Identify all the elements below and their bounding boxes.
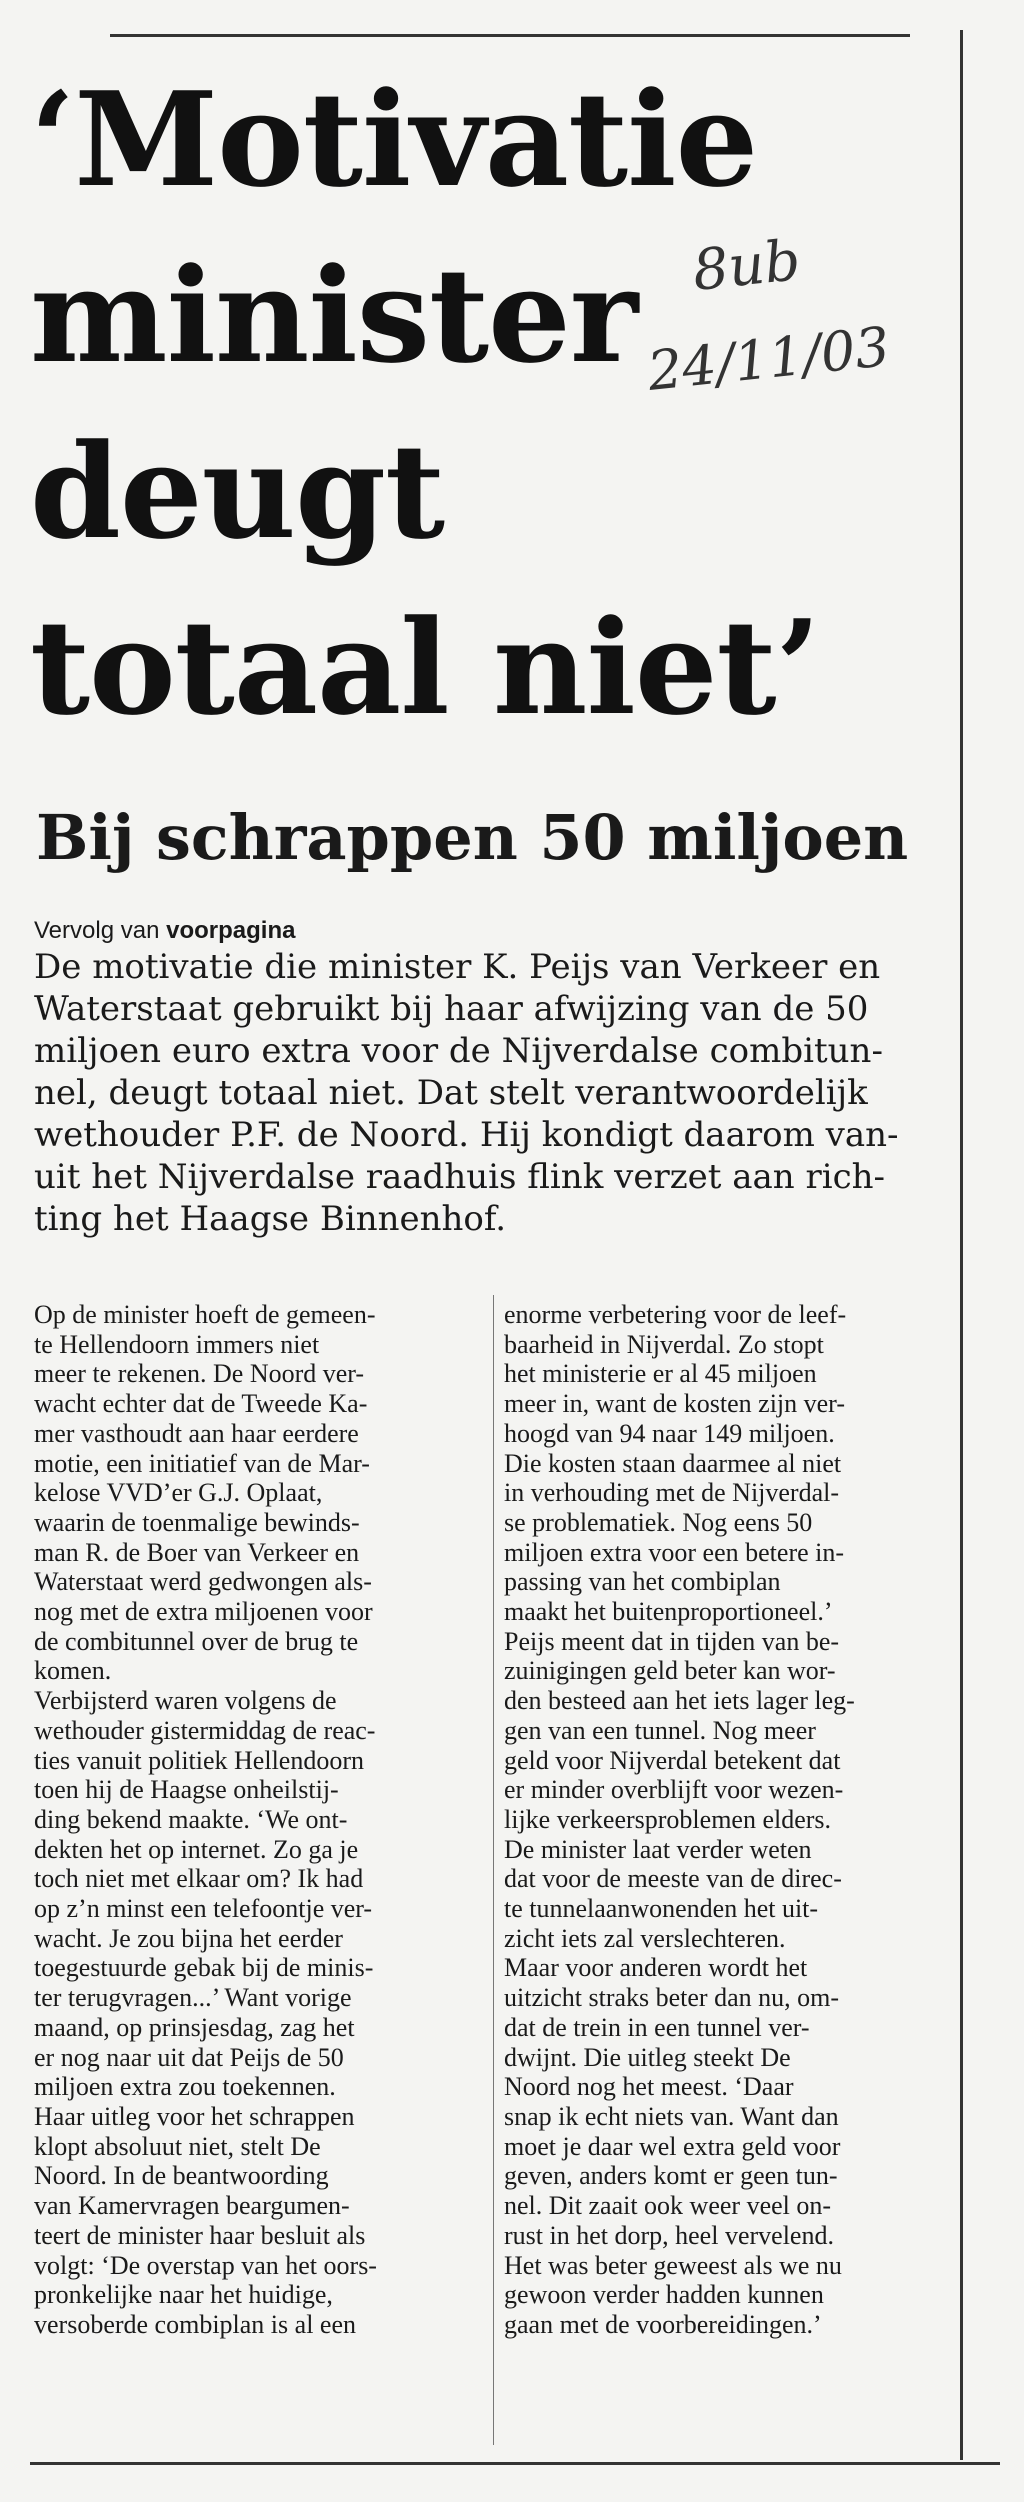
lead-line: nel, deugt totaal niet. Dat stelt verantwoordelijk	[34, 1073, 868, 1113]
body-line: gaan met de voorbereidingen.’	[504, 2309, 822, 2339]
body-line: in verhouding met de Nijverdal-	[504, 1478, 840, 1508]
body-line: miljoen extra voor een betere in-	[504, 1537, 845, 1567]
body-line: versoberde combiplan is al een	[34, 2309, 356, 2339]
body-line: volgt: ‘De overstap van het oors-	[34, 2250, 377, 2280]
handwritten-note-line2: 24/11/03	[644, 314, 893, 403]
top-rule	[110, 34, 910, 37]
body-line: waarin de toenmalige bewinds-	[34, 1507, 360, 1537]
body-line: moet je daar wel extra geld voor	[504, 2131, 841, 2161]
handwritten-note-line1: 8ub	[689, 228, 804, 304]
body-line: klopt absoluut niet, stelt De	[34, 2131, 321, 2161]
body-line: te tunnelaanwonenden het uit-	[504, 1894, 819, 1924]
body-line: Die kosten staan daarmee al niet	[504, 1448, 842, 1478]
body-line: se problematiek. Nog eens 50	[504, 1507, 813, 1537]
headline-line: ‘Motivatie	[30, 63, 758, 216]
body-line: maand, op prinsjesdag, zag het	[34, 2012, 355, 2042]
body-line: Noord. In de beantwoording	[34, 2161, 329, 2191]
continued-section: voorpagina	[166, 917, 296, 944]
continued-prefix: Vervolg van	[34, 917, 167, 944]
body-line: De minister laat verder weten	[504, 1834, 812, 1864]
body-line: zuinigingen geld beter kan wor-	[504, 1656, 836, 1686]
body-line: van Kamervragen beargumen-	[34, 2191, 350, 2221]
continued-from	[34, 916, 295, 946]
body-line: ter terugvragen...’ Want vorige	[34, 1983, 352, 2013]
subheadline: Bij schrappen 50 miljoen	[36, 801, 909, 874]
body-line: ding bekend maakte. ‘We ont-	[34, 1804, 348, 1834]
body-line: enorme verbetering voor de leef-	[504, 1300, 847, 1329]
headline-line: deugt	[30, 415, 445, 568]
body-line: rust in het dorp, heel vervelend.	[504, 2220, 834, 2250]
body-line: er nog naar uit dat Peijs de 50	[34, 2042, 344, 2072]
body-line: gewoon verder hadden kunnen	[504, 2280, 824, 2310]
lead-paragraph	[34, 946, 974, 1240]
body-line: teert de minister haar besluit als	[34, 2220, 366, 2250]
lead-line: De motivatie die minister K. Peijs van Verkeer en	[34, 947, 881, 987]
lead-line: uit het Nijverdalse raadhuis flink verzet aan rich-	[34, 1157, 885, 1197]
body-line: hoogd van 94 naar 149 miljoen.	[504, 1418, 835, 1448]
body-line: ties vanuit politiek Hellendoorn	[34, 1745, 364, 1775]
body-line: komen.	[34, 1656, 112, 1686]
headline-line: minister	[30, 239, 638, 392]
body-line: Het was beter geweest als we nu	[504, 2250, 842, 2280]
body-line: toen hij de Haagse onheilstij-	[34, 1775, 339, 1805]
headline-line: totaal niet’	[30, 591, 820, 744]
body-line: baarheid in Nijverdal. Zo stopt	[504, 1329, 824, 1359]
body-line: den besteed aan het iets lager leg-	[504, 1686, 855, 1716]
body-column-left	[34, 1300, 474, 2340]
handwritten-note	[640, 210, 940, 430]
body-line: toegestuurde gebak bij de minis-	[34, 1953, 374, 1983]
lead-line: ting het Haagse Binnenhof.	[34, 1199, 507, 1239]
body-line: er minder overblijft voor wezen-	[504, 1775, 844, 1805]
body-line: lijke verkeersproblemen elders.	[504, 1804, 832, 1834]
body-line: Peijs meent dat in tijden van be-	[504, 1626, 840, 1656]
body-line: Maar voor anderen wordt het	[504, 1953, 808, 1983]
body-line: Op de minister hoeft de gemeen-	[34, 1300, 376, 1329]
body-line: dat de trein in een tunnel ver-	[504, 2012, 810, 2042]
body-line: meer in, want de kosten zijn ver-	[504, 1389, 845, 1419]
body-line: de combitunnel over de brug te	[34, 1626, 359, 1656]
lead-line: Waterstaat gebruikt bij haar afwijzing van de 50	[34, 989, 869, 1029]
body-line: dwijnt. Die uitleg steekt De	[504, 2042, 791, 2072]
body-line: meer te rekenen. De Noord ver-	[34, 1359, 365, 1389]
body-line: wethouder gistermiddag de reac-	[34, 1715, 376, 1745]
body-line: nog met de extra miljoenen voor	[34, 1597, 373, 1627]
body-line: gen van een tunnel. Nog meer	[504, 1715, 816, 1745]
body-line: zicht iets zal verslechteren.	[504, 1923, 786, 1953]
body-line: nel. Dit zaait ook weer veel on-	[504, 2191, 832, 2221]
body-column-right	[504, 1300, 944, 2340]
bottom-rule	[30, 2462, 1000, 2465]
body-line: wacht. Je zou bijna het eerder	[34, 1923, 343, 1953]
right-rule	[960, 30, 963, 2460]
body-line: op z’n minst een telefoontje ver-	[34, 1894, 373, 1924]
body-line: het ministerie er al 45 miljoen	[504, 1359, 817, 1389]
body-line: passing van het combiplan	[504, 1567, 781, 1597]
body-line: snap ik echt niets van. Want dan	[504, 2101, 839, 2131]
body-line: geven, anders komt er geen tun-	[504, 2161, 838, 2191]
body-line: wacht echter dat de Tweede Ka-	[34, 1389, 368, 1419]
column-divider	[493, 1295, 494, 2445]
body-line: toch niet met elkaar om? Ik had	[34, 1864, 364, 1894]
body-line: mer vasthoudt aan haar eerdere	[34, 1418, 359, 1448]
body-line: miljoen extra zou toekennen.	[34, 2072, 336, 2102]
body-line: pronkelijke naar het huidige,	[34, 2280, 333, 2310]
body-line: Waterstaat werd gedwongen als-	[34, 1567, 372, 1597]
body-line: dat voor de meeste van de direc-	[504, 1864, 842, 1894]
body-line: kelose VVD’er G.J. Oplaat,	[34, 1478, 323, 1508]
body-line: motie, een initiatief van de Mar-	[34, 1448, 370, 1478]
body-line: Haar uitleg voor het schrappen	[34, 2101, 355, 2131]
body-line: dekten het op internet. Zo ga je	[34, 1834, 359, 1864]
body-line: uitzicht straks beter dan nu, om-	[504, 1983, 840, 2013]
body-line: man R. de Boer van Verkeer en	[34, 1537, 360, 1567]
lead-line: wethouder P.F. de Noord. Hij kondigt daarom van-	[34, 1115, 899, 1155]
body-line: te Hellendoorn immers niet	[34, 1329, 320, 1359]
body-line: Verbijsterd waren volgens de	[34, 1686, 337, 1716]
lead-line: miljoen euro extra voor de Nijverdalse combitun-	[34, 1031, 883, 1071]
body-line: Noord nog het meest. ‘Daar	[504, 2072, 794, 2102]
body-line: geld voor Nijverdal betekent dat	[504, 1745, 841, 1775]
body-line: maakt het buitenproportioneel.’	[504, 1597, 833, 1627]
